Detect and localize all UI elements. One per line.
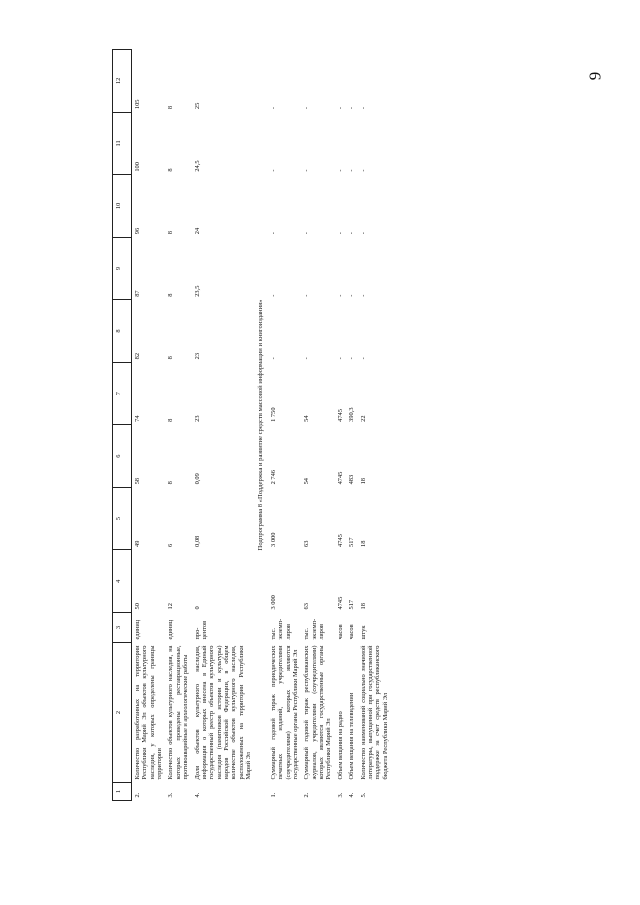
- section-title: Подпрограмма 8 «Поддержка и развитие средств массовой информации и книгоиздания»: [257, 299, 265, 551]
- unit-cell: единиц: [167, 619, 175, 640]
- value-cell: -: [359, 169, 367, 172]
- table-row: [165, 50, 191, 801]
- value-cell: 18: [359, 540, 367, 547]
- column-header: 10: [113, 175, 132, 238]
- value-cell: 4745: [336, 409, 344, 422]
- value-cell: 58: [134, 478, 141, 485]
- column-header: 1: [113, 783, 132, 801]
- column-header: 12: [113, 50, 132, 113]
- value-cell: 483: [348, 474, 356, 485]
- value-cell: -: [303, 232, 311, 235]
- row-number-cell: 3.: [167, 792, 175, 798]
- value-cell: 54: [303, 478, 311, 485]
- value-cell: -: [269, 232, 277, 235]
- column-header: 8: [113, 300, 132, 363]
- indicators-table: [112, 49, 391, 801]
- row-number-cell: 1.: [269, 792, 277, 798]
- value-cell: -: [348, 232, 356, 235]
- value-cell: -: [348, 294, 356, 297]
- value-cell: 63: [303, 603, 311, 610]
- value-cell: -: [359, 294, 367, 297]
- value-cell: 0: [193, 606, 201, 610]
- value-cell: 82: [134, 352, 141, 360]
- column-number-row: [113, 50, 132, 801]
- value-cell: 23: [193, 415, 201, 422]
- value-cell: -: [348, 106, 356, 110]
- indicator-name-cell: Количество объектов культурного наследия, на которых проведены реставрационные, противоаварийные и археологические работы: [167, 645, 190, 780]
- value-cell: 0,09: [193, 473, 201, 485]
- value-cell: 63: [303, 540, 311, 547]
- value-cell: 0,08: [193, 535, 201, 547]
- row-number-cell: 2.: [303, 792, 311, 798]
- column-header: 6: [113, 425, 132, 488]
- value-cell: 23,5: [193, 285, 201, 297]
- value-cell: 1 750: [269, 407, 277, 422]
- value-cell: -: [359, 106, 367, 110]
- unit-cell: тыс. экземп-ляров: [269, 618, 292, 640]
- value-cell: -: [336, 232, 344, 235]
- value-cell: 390,3: [348, 407, 356, 422]
- value-cell: 22: [359, 415, 367, 422]
- column-header: 4: [113, 550, 132, 613]
- value-cell: 4745: [336, 596, 344, 610]
- value-cell: 23: [193, 352, 201, 360]
- value-cell: -: [269, 294, 277, 297]
- value-cell: 4745: [336, 534, 344, 547]
- value-cell: 8: [167, 481, 175, 485]
- table-row: [192, 50, 255, 801]
- indicator-name-cell: Количество наименований социально значимой литературы, выпущенной при государственной поддержке за счет средств республиканского бюджета Республики Марий Эл: [359, 645, 389, 780]
- row-number-cell: 5.: [359, 792, 367, 798]
- row-number-cell: 4.: [348, 792, 356, 798]
- column-header: 9: [113, 237, 132, 300]
- value-cell: 87: [134, 290, 141, 297]
- value-cell: 3 000: [269, 595, 277, 610]
- column-header: 5: [113, 487, 132, 550]
- indicator-name-cell: Суммарный годовой тираж республиканских журналов, учредителями (соучредителями) которых являются государственные органы Республики Марий Эл: [303, 645, 333, 780]
- table-row: [268, 50, 301, 801]
- value-cell: -: [269, 106, 277, 110]
- unit-cell: штук: [359, 625, 367, 640]
- unit-cell: тыс. экземп-ляров: [303, 618, 326, 640]
- value-cell: 8: [167, 293, 175, 297]
- indicator-name-cell: Объем вещания на телевидении: [348, 692, 356, 780]
- value-cell: 49: [134, 540, 141, 547]
- value-cell: -: [336, 106, 344, 110]
- indicator-name-cell: Объем вещания на радио: [336, 711, 344, 780]
- unit-cell: про-центов: [193, 620, 208, 640]
- table-row: [132, 50, 166, 801]
- column-header: 2: [113, 643, 132, 783]
- value-cell: -: [359, 357, 367, 360]
- table-row: [358, 50, 391, 801]
- value-cell: 8: [167, 418, 175, 422]
- value-cell: 6: [167, 543, 175, 547]
- value-cell: 54: [303, 415, 311, 422]
- value-cell: -: [359, 232, 367, 235]
- row-number-cell: 3.: [336, 792, 344, 798]
- indicator-name-cell: Доля объектов культурного наследия, информация о которых внесена в Единый государственный реестр объектов культурного наследия (памятников истории и культуры) народов Российской Федерации, в общем количестве объектов культурного наследия, расположенных на территории Республики Марий Эл: [193, 645, 253, 780]
- table-row: [346, 50, 357, 801]
- value-cell: 18: [359, 478, 367, 485]
- rotated-page: [112, 49, 526, 801]
- column-header: 11: [113, 112, 132, 175]
- value-cell: -: [336, 294, 344, 297]
- row-number-cell: 2.: [134, 792, 141, 798]
- unit-cell: единиц: [134, 619, 141, 640]
- page-number: 9: [585, 71, 605, 81]
- column-header: 3: [113, 613, 132, 643]
- value-cell: 25: [193, 102, 201, 110]
- rotated-table-container: [112, 49, 526, 801]
- value-cell: 18: [359, 603, 367, 610]
- value-cell: -: [348, 169, 356, 172]
- value-cell: 517: [348, 537, 356, 547]
- value-cell: -: [303, 106, 311, 110]
- value-cell: 2 746: [269, 470, 277, 485]
- value-cell: -: [336, 169, 344, 172]
- value-cell: 105: [134, 99, 141, 110]
- unit-cell: часов: [348, 624, 356, 640]
- value-cell: 24,5: [193, 160, 201, 172]
- table-row: [335, 50, 346, 801]
- value-cell: 24: [193, 227, 201, 235]
- value-cell: 4745: [336, 471, 344, 485]
- value-cell: -: [303, 294, 311, 297]
- section-row: [254, 50, 268, 801]
- section-body: [254, 50, 268, 801]
- value-cell: -: [269, 169, 277, 172]
- row-number-cell: 4.: [193, 792, 201, 798]
- table-row: [301, 50, 334, 801]
- value-cell: 3 000: [269, 532, 277, 547]
- value-cell: 96: [134, 227, 141, 235]
- value-cell: -: [303, 169, 311, 172]
- value-cell: 12: [167, 603, 175, 610]
- column-header: 7: [113, 362, 132, 425]
- value-cell: 8: [167, 231, 175, 235]
- table-body-part1: [132, 50, 255, 801]
- value-cell: 517: [348, 599, 356, 610]
- indicator-name-cell: Количество разработанных на территории Республики Марий Эл объектов культурного наследия, у которых определены границы территории: [134, 645, 164, 780]
- value-cell: 8: [167, 168, 175, 172]
- value-cell: -: [348, 357, 356, 360]
- value-cell: -: [336, 357, 344, 360]
- value-cell: 100: [134, 162, 141, 172]
- unit-cell: часов: [336, 624, 344, 640]
- value-cell: -: [303, 357, 311, 360]
- indicator-name-cell: Суммарный годовой тираж периодических печатных изданий, учредителями (соучредителями) которых являются государственные органы Республики Марий Эл: [269, 645, 300, 780]
- value-cell: 74: [134, 415, 141, 422]
- value-cell: -: [269, 357, 277, 360]
- value-cell: 8: [167, 356, 175, 360]
- value-cell: 8: [167, 105, 175, 110]
- value-cell: 50: [134, 603, 141, 610]
- table-body-part2: [268, 50, 391, 801]
